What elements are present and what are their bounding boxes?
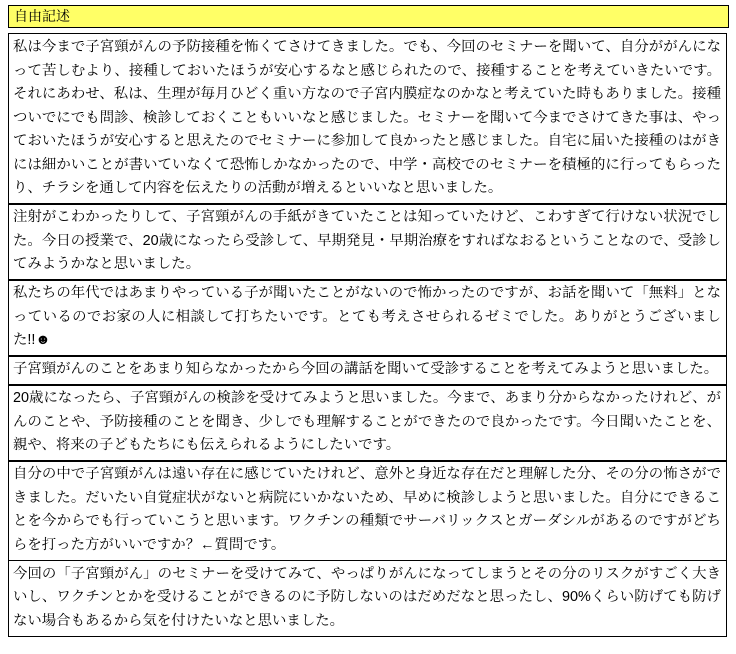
free-response-section	[8, 5, 729, 637]
response-row: 自分の中で子宮頸がんは遠い存在に感じていたけれど、意外と身近な存在だと理解した分、その分の怖さができました。だいたい自覚症状がないと病院にいかないため、早めに検診しようと思いました。自分にできることを今からでも行っていこうと思います。ワクチンの種類でサーバリックスとガーダシルがあるのですがどちらを打った方がいいですか？←質問です。	[8, 460, 727, 561]
response-row: 20歳になったら、子宮頸がんの検診を受けてみようと思いました。今まで、あまり分からなかったけれど、がんのことや、予防接種のことを聞き、少しでも理解することができたので良かったです。今日聞いたことを、親や、将来の子どもたちにも伝えられるようにしたいです。	[8, 384, 727, 462]
response-row: 注射がこわかったりして、子宮頸がんの手紙がきていたことは知っていたけど、こわすぎて行けない状況でした。今日の授業で、20歳になったら受診して、早期発見・早期治療をすればなおるということなので、受診してみようかなと思いました。	[8, 203, 727, 281]
response-row: 私たちの年代ではあまりやっている子が聞いたことがないので怖かったのですが、お話を聞いて「無料」となっているのでお家の人に相談して打ちたいです。とても考えさせられるゼミでした。ありがとうございました!!☻	[8, 279, 727, 357]
response-row: 子宮頸がんのことをあまり知らなかったから今回の講話を聞いて受診することを考えてみようと思いました。	[8, 355, 727, 386]
free-response-table	[8, 33, 727, 637]
response-row: 今回の「子宮頸がん」のセミナーを受けてみて、やっぱりがんになってしまうとその分のリスクがすごく大きいし、ワクチンとかを受けることができるのに予防しないのはだめだなと思ったし、90%くらい防げても防げない場合もあるから気を付けたいなと思いました。	[8, 560, 727, 638]
response-row: 私は今まで子宮頸がんの予防接種を怖くてさけてきました。でも、今回のセミナーを聞いて、自分ががんになって苦しむより、接種しておいたほうが安心するなと感じられたので、接種することを考えていきたいです。それにあわせ、私は、生理が毎月ひどく重い方なので子宮内膜症なのかなと考えていた時もありました。接種ついでにでも問診、検診しておくこともいいなと感じました。セミナーを聞いて今までさけてきた事は、やっておいたほうが安心すると思えたのでセミナーに参加して良かったと感じました。自宅に届いた接種のはがきには細かいことが書いていなくて恐怖しかなかったので、中学・高校でのセミナーを積極的に行ってもらったり、チラシを通して内容を伝えたりの活動が増えるといいなと思いました。	[8, 33, 727, 205]
section-header: 自由記述	[8, 5, 729, 28]
